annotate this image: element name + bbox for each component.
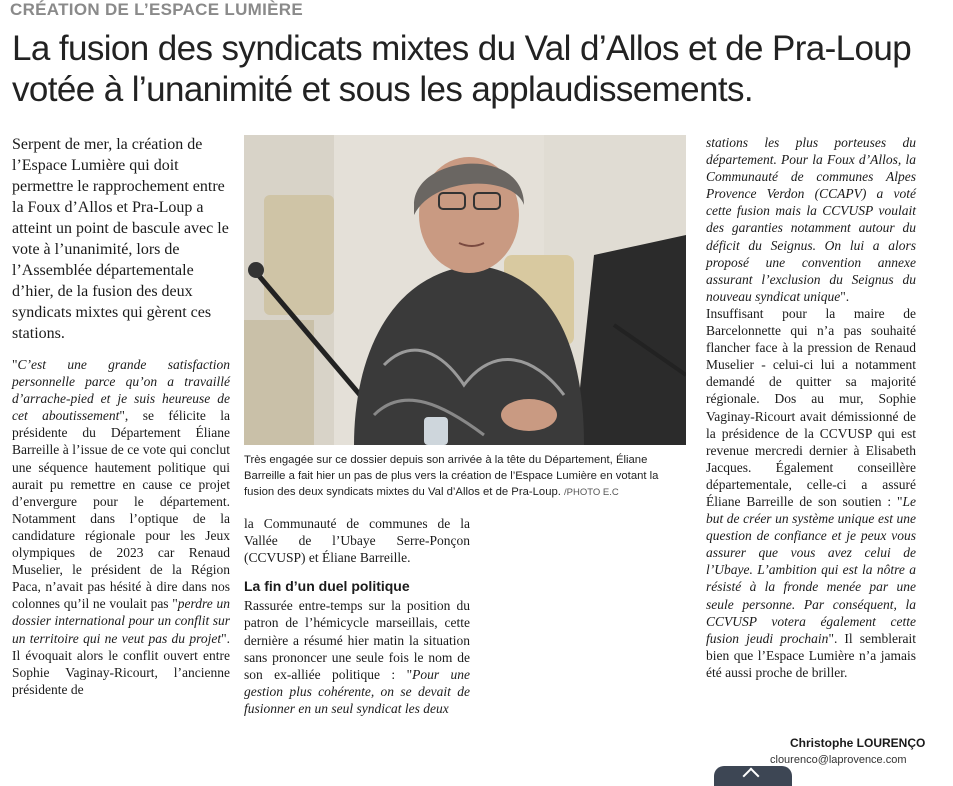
- chevron-up-icon: [743, 768, 760, 785]
- quote: perdre un dossier international pour un conflit sur un territoire qui ne veut pas du projet: [12, 596, 230, 646]
- body-paragraph: [706, 305, 916, 681]
- quote: C’est une grande satisfaction personnelle parce qu’on a travaillé d’arrache-pied et je suis heureuse de cet aboutissement: [12, 357, 230, 424]
- column-3: [706, 134, 916, 681]
- column-1: [12, 134, 230, 698]
- article-photo: [244, 135, 686, 445]
- kicker: CRÉATION DE L’ESPACE LUMIÈRE: [10, 0, 304, 19]
- body-paragraph: [244, 597, 470, 717]
- photo-caption: [244, 452, 684, 501]
- quote: stations les plus porteuses du département. Pour la Foux d’Allos, la Communauté de communes Alpes Provence Verdon (CCAPV) a voté cette fusion mais la CCVUSP voulait des garanties notamment autour du déficit du Seignus. On lui a alors proposé une convention annexe assurant l’exclusion du Seignus du nouveau syndicat unique: [706, 135, 916, 304]
- photo-credit: /PHOTO E.C: [564, 487, 619, 498]
- body-paragraph: [706, 134, 916, 305]
- author-email[interactable]: clourenco@laprovence.com: [770, 754, 907, 766]
- quote: Le but de créer un système unique est une question de confiance et je peux vous assurer que vous avez celui de l’Ubaye. L’ambition qui est la nôtre a résisté à la fronde menée par une seule personne. Par conséquent, la CCVUSP votera également cette fusion jeudi prochain: [706, 493, 916, 646]
- quote: Pour une gestion plus cohérente, on se devait de fusionner en un seul syndicat les deux: [244, 666, 470, 716]
- caption-text: Très engagée sur ce dossier depuis son arrivée à la tête du Département, Éliane Barreille a fait hier un pas de plus vers la création de l’Espace Lumière en votant la fusion des deux syndicats mixtes du Val d’Allos et de Pra-Loup.: [244, 454, 659, 498]
- body-text: ". Il évoquait alors le conflit ouvert entre Sophie Vaginay-Ricourt, l’ancienne présidente de: [12, 630, 230, 697]
- body-text: Rassurée entre-temps sur la position du patron de l’hémicycle marseillais, cette dernière a résumé hier matin la situation sans prononcer une seule fois le nom de son ex-alliée politique : ": [244, 598, 470, 682]
- author-name: Christophe LOURENÇO: [790, 736, 926, 750]
- body-text: ". Il semblerait bien que l’Espace Lumière n’a jamais été aussi proche de briller.: [706, 630, 916, 680]
- body-paragraph: la Communauté de communes de la Vallée de l’Ubaye Serre-Ponçon (CCVUSP) et Éliane Barreille.: [244, 516, 470, 566]
- scroll-up-button[interactable]: [714, 766, 792, 786]
- body-text: Insuffisant pour la maire de Barcelonnette qui n’a pas souhaité flancher face à la pression de Renaud Muselier - celui-ci lui a notamment demandé de quitter sa majorité régionale. Dos au mur, Sophie Vaginay-Ricourt avait démissionné de la présidence de la CCVUSP qui est revenue mercredi dernier à Elisabeth Jacques. Également conseillère départementale, celle-ci a assuré Éliane Barreille de son soutien : ": [706, 305, 916, 509]
- subhead: La fin d’un duel politique: [244, 578, 410, 595]
- lead-paragraph: Serpent de mer, la création de l’Espace Lumière qui doit permettre le rapprochement entre la Foux d’Allos et Pra-Loup a atteint un point de bascule avec le vote à l’unanimité, lors de l’Assemblée départementale d’hier, de la fusion des deux syndicats mixtes qui gèrent ces stations.: [12, 136, 229, 342]
- body-text: ", se félicite la présidente du Département Éliane Barreille à l’issue de ce vote qui conclut une séquence hautement politique qui aurait pu remettre en cause ce projet d’envergure pour le département. Notamment dans l’optique de la candidature régionale pour les Jeux olympiques de 2023 car Renaud Muselier, le président de la Région Paca, n’avait pas hésité à dire dans nos colonnes qu’il ne voulait pas ": [12, 408, 230, 612]
- headline: La fusion des syndicats mixtes du Val d’Allos et de Pra-Loup votée à l’unanimité et sous les applaudissements.: [12, 29, 912, 109]
- body-text: ".: [840, 288, 850, 304]
- quote-mark: ": [12, 357, 18, 372]
- column-2: [244, 515, 470, 717]
- body-paragraph: [12, 356, 230, 698]
